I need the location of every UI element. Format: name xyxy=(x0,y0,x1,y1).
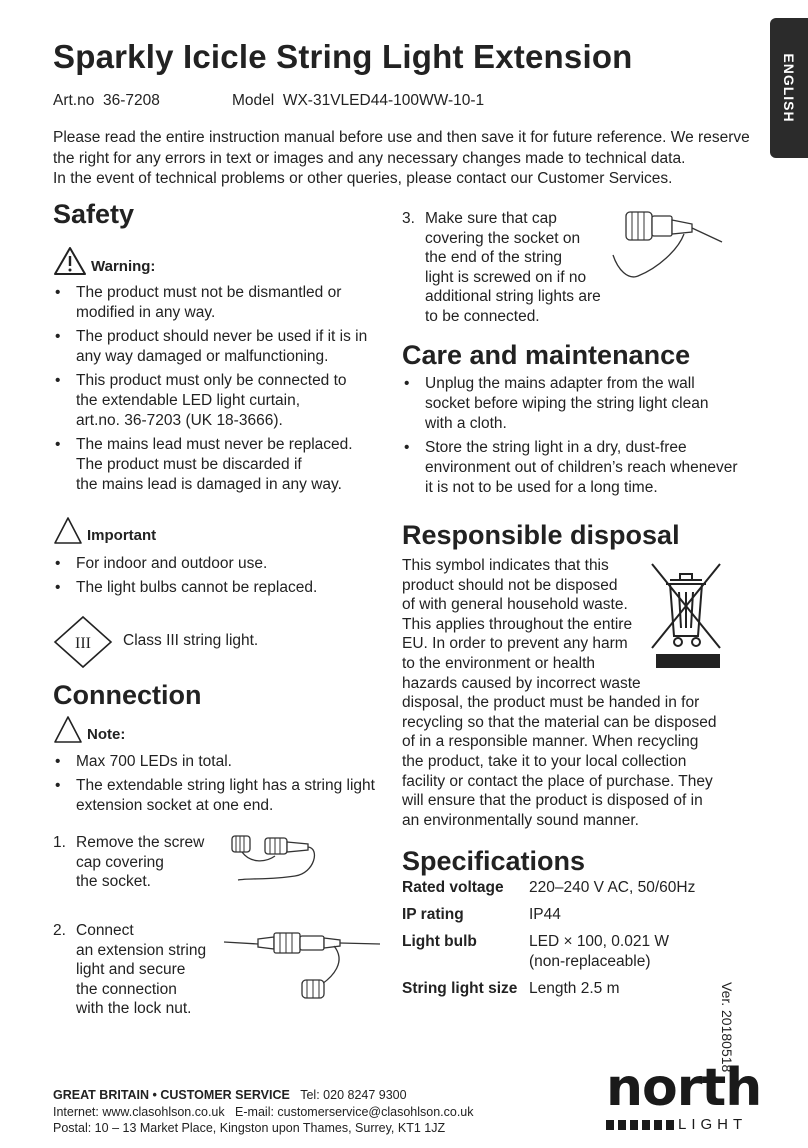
intro-line: Please read the entire instruction manual before use and then save it for future reference. We reserve xyxy=(53,129,750,146)
cap-drawing xyxy=(302,980,324,998)
version-label: Ver. 20180518 xyxy=(719,982,735,1073)
list-item xyxy=(402,438,742,498)
list-item-line: the mains lead is damaged in any way. xyxy=(76,476,342,493)
warning-label: Warning: xyxy=(91,258,156,275)
list-item-line: environment out of children’s reach whenever xyxy=(425,459,738,476)
list-item-line: any way damaged or malfunctioning. xyxy=(76,348,329,365)
logo-bars xyxy=(606,1120,674,1130)
step-3 xyxy=(402,209,612,329)
spec-value xyxy=(529,979,695,1006)
footer xyxy=(53,1087,474,1137)
care-heading: Care and maintenance xyxy=(402,340,691,370)
warning-heading xyxy=(53,246,155,276)
list-item-line: • This product must only be connected to xyxy=(76,372,347,389)
disposal-line: disposal, the product must be handed in for xyxy=(402,694,700,712)
intro-line: the right for any errors in text or images and any necessary changes made to technical data. xyxy=(53,149,686,167)
model-value: WX-31VLED44-100WW-10-1 xyxy=(282,92,485,109)
step-1-illustration xyxy=(220,828,380,888)
disposal-line: facility or contact the place of purchase. They xyxy=(402,772,713,790)
step-line: cap covering xyxy=(76,853,164,871)
warning-icon xyxy=(53,246,87,276)
step-2 xyxy=(53,921,223,1021)
model xyxy=(232,92,484,110)
spec-key: String light size xyxy=(402,980,518,997)
important-list xyxy=(53,554,383,602)
model-label: Model xyxy=(232,92,275,109)
list-item xyxy=(53,578,383,598)
spec-value-line: (non-replaceable) xyxy=(529,953,651,970)
page-title: Sparkly Icicle String Light Extension xyxy=(53,38,633,75)
language-label: ENGLISH xyxy=(781,53,797,123)
class-symbol-text: III xyxy=(75,635,91,652)
step-2-illustration xyxy=(222,922,382,1012)
step-number: 3. xyxy=(402,210,415,227)
list-item xyxy=(53,283,383,323)
caution-triangle-icon xyxy=(53,516,83,545)
disposal-line: of with general household waste. xyxy=(402,596,628,614)
step-line: an extension string xyxy=(76,941,207,959)
specifications-table xyxy=(402,878,695,1006)
disposal-line: hazards caused by incorrect waste xyxy=(402,674,641,692)
list-item-line: • The extendable string light has a string light xyxy=(76,777,375,794)
spec-value xyxy=(529,932,695,979)
disposal-line: EU. In order to prevent any harm xyxy=(402,635,628,653)
step-3-illustration xyxy=(608,200,748,290)
list-item-line: • Unplug the mains adapter from the wall xyxy=(425,375,695,392)
list-item-line: • The mains lead must never be replaced. xyxy=(76,436,353,453)
step-line: light and secure xyxy=(76,961,186,978)
list-item-line: • The product should never be used if it is in xyxy=(76,328,368,345)
list-item xyxy=(53,371,383,431)
class-text: Class III string light. xyxy=(123,632,259,649)
step-line: the connection xyxy=(76,980,177,998)
weee-bin-icon xyxy=(648,560,724,670)
spec-value-line: Length 2.5 m xyxy=(529,980,620,997)
spec-value-line: 220–240 V AC, 50/60Hz xyxy=(529,879,696,896)
spec-value-line: IP44 xyxy=(529,906,561,923)
list-item-line: extension socket at one end. xyxy=(76,797,274,814)
disposal-heading: Responsible disposal xyxy=(402,520,680,550)
socket-drawing xyxy=(265,838,308,854)
disposal-line: to the environment or health xyxy=(402,654,596,672)
step-line: covering the socket on xyxy=(425,229,581,247)
note-heading xyxy=(53,715,125,744)
footer-email: E-mail: customerservice@clasohlson.co.uk xyxy=(235,1104,474,1119)
disposal-line: product should not be disposed xyxy=(402,576,618,594)
table-row xyxy=(402,905,695,932)
disposal-line: the product, take it to your local collection xyxy=(402,752,687,770)
language-tab xyxy=(770,18,808,158)
list-item xyxy=(53,776,383,816)
list-item-line: • The light bulbs cannot be replaced. xyxy=(76,579,318,596)
spec-key: Light bulb xyxy=(402,933,477,950)
logo-word: north xyxy=(606,1058,762,1118)
step-line: light is screwed on if no xyxy=(425,268,587,286)
note-list xyxy=(53,752,383,820)
list-item-line: • Store the string light in a dry, dust-free xyxy=(425,439,687,456)
logo-sub: LIGHT xyxy=(678,1116,748,1133)
specifications-heading: Specifications xyxy=(402,846,586,876)
step-line: Connect xyxy=(76,922,134,939)
list-item xyxy=(53,752,383,772)
art-label: Art.no xyxy=(53,92,95,109)
list-item-line: it is not to be used for a long time. xyxy=(425,479,658,496)
step-line: the socket. xyxy=(76,873,151,890)
footer-tel: Tel: 020 8247 9300 xyxy=(300,1088,407,1102)
list-item xyxy=(53,435,383,495)
footer-region: GREAT BRITAIN • CUSTOMER SERVICE xyxy=(53,1088,290,1102)
list-item xyxy=(53,327,383,367)
screw-cap-drawing xyxy=(232,836,250,852)
step-line: to be connected. xyxy=(425,307,540,325)
safety-heading: Safety xyxy=(53,199,135,229)
disposal-line: will ensure that the product is disposed of in xyxy=(402,792,703,810)
class-iii-symbol xyxy=(53,615,113,669)
disposal-line: recycling so that the material can be disposed xyxy=(402,713,717,731)
disposal-line: an environmentally sound manner. xyxy=(402,811,639,829)
table-row xyxy=(402,878,695,905)
disposal-line: This applies throughout the entire xyxy=(402,615,633,633)
spec-value xyxy=(529,905,695,932)
spec-value-line: LED × 100, 0.021 W xyxy=(529,933,670,950)
list-item-line: • The product must not be dismantled or xyxy=(76,284,342,301)
disposal-line: This symbol indicates that this xyxy=(402,557,609,574)
connection-heading: Connection xyxy=(53,680,202,710)
caution-triangle-icon xyxy=(53,715,83,744)
note-label: Note: xyxy=(87,726,126,743)
list-item-line: modified in any way. xyxy=(76,304,216,321)
north-light-logo xyxy=(606,1058,762,1138)
step-1 xyxy=(53,833,223,893)
warning-list xyxy=(53,283,383,499)
art-no xyxy=(53,92,160,110)
important-heading xyxy=(53,516,156,545)
list-item-line: socket before wiping the string light clean xyxy=(425,395,709,412)
care-list xyxy=(402,374,742,502)
capped-socket-drawing xyxy=(626,212,692,240)
step-line: with the lock nut. xyxy=(76,1000,192,1017)
step-number: 1. xyxy=(53,834,66,851)
footer-internet: Internet: www.clasohlson.co.uk xyxy=(53,1104,225,1119)
spec-value xyxy=(529,878,695,905)
art-value: 36-7208 xyxy=(102,92,160,109)
step-number: 2. xyxy=(53,922,66,939)
spec-key: IP rating xyxy=(402,906,464,923)
intro-line: In the event of technical problems or other queries, please contact our Customer Services. xyxy=(53,170,673,187)
list-item xyxy=(53,554,383,574)
list-item-line: the extendable LED light curtain, xyxy=(76,392,301,409)
important-label: Important xyxy=(87,527,157,544)
table-row xyxy=(402,932,695,979)
list-item xyxy=(402,374,742,434)
list-item-line: The product must be discarded if xyxy=(76,456,302,473)
step-line: the end of the string xyxy=(425,249,563,266)
intro-text xyxy=(53,128,750,190)
footer-postal: Postal: 10 – 13 Market Place, Kingston upon Thames, Surrey, KT1 1JZ xyxy=(53,1121,446,1135)
step-line: additional string lights are xyxy=(425,288,601,305)
list-item-line: with a cloth. xyxy=(425,415,507,432)
list-item-line: art.no. 36-7203 (UK 18-3666). xyxy=(76,412,283,429)
list-item-line: • Max 700 LEDs in total. xyxy=(76,753,232,770)
list-item-line: • For indoor and outdoor use. xyxy=(76,555,268,572)
table-row xyxy=(402,979,695,1006)
lock-nut-drawing xyxy=(258,933,340,953)
disposal-line: of in a responsible manner. When recycling xyxy=(402,733,699,751)
spec-key: Rated voltage xyxy=(402,879,504,896)
step-line: Make sure that cap xyxy=(425,210,557,227)
step-line: Remove the screw xyxy=(76,834,205,851)
